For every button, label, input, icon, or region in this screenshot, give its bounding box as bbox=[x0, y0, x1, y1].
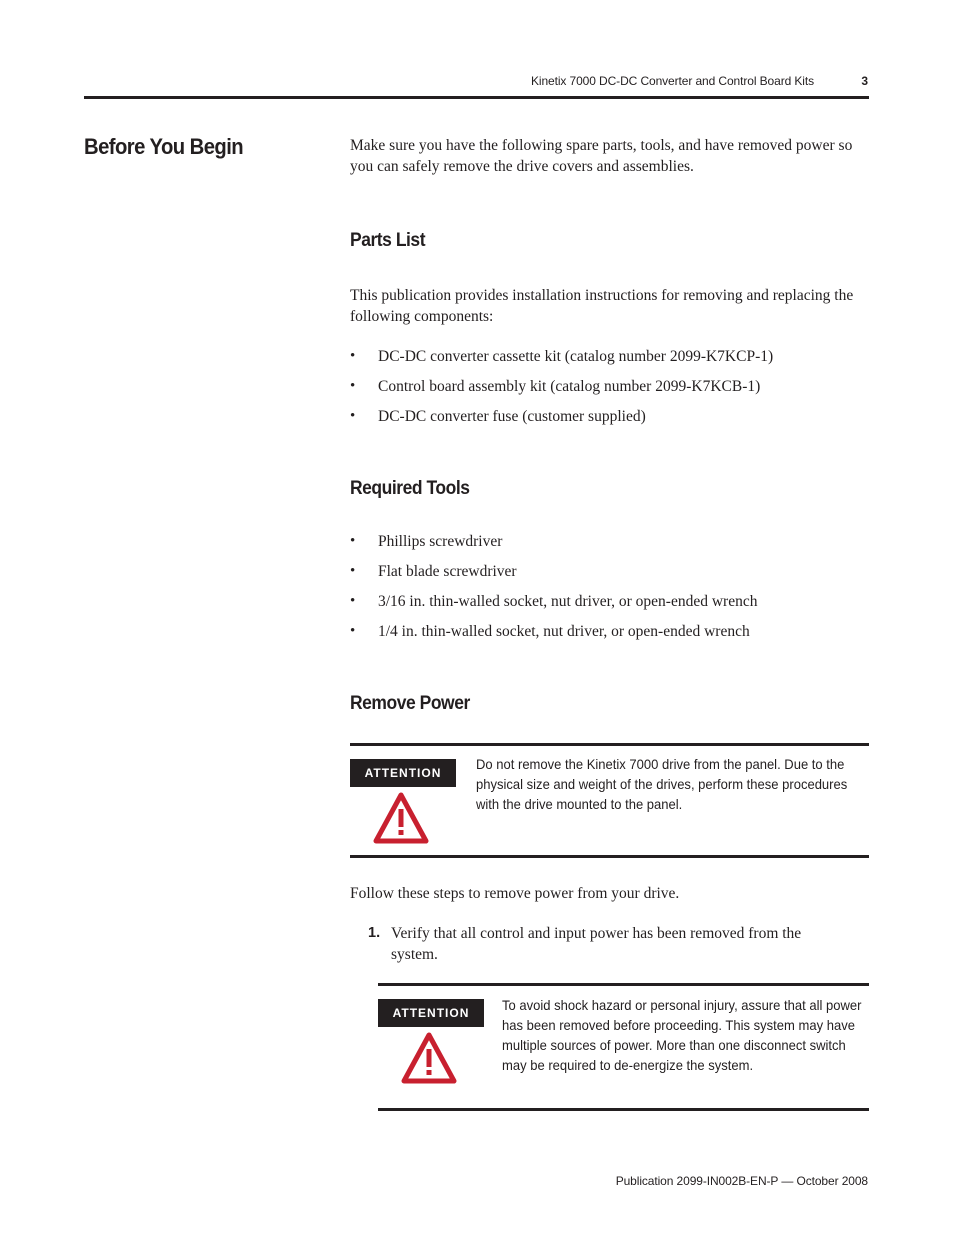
remove-power-heading: Remove Power bbox=[350, 693, 470, 714]
attention-box bbox=[350, 743, 869, 858]
step-number: 1. bbox=[368, 925, 381, 941]
list-item: • Phillips screwdriver bbox=[350, 531, 757, 561]
running-header-title: Kinetix 7000 DC-DC Converter and Control Board Kits bbox=[530, 74, 814, 88]
list-item: • 3/16 in. thin-walled socket, nut driver, or open-ended wrench bbox=[350, 591, 757, 621]
attention-label: ATTENTION bbox=[378, 999, 484, 1027]
step-text: Verify that all control and input power has been removed from the system. bbox=[391, 925, 802, 963]
required-tools-list bbox=[350, 531, 757, 651]
attention-box bbox=[378, 983, 869, 1111]
attention-label: ATTENTION bbox=[350, 759, 456, 787]
warning-triangle-icon bbox=[373, 792, 429, 844]
remove-power-intro: Follow these steps to remove power from your drive. bbox=[350, 885, 680, 902]
footer-publication: Publication 2099-IN002B-EN-P — October 2008 bbox=[615, 1174, 868, 1188]
list-item: • Flat blade screwdriver bbox=[350, 561, 757, 591]
warning-triangle-icon bbox=[401, 1032, 457, 1084]
attention-text: Do not remove the Kinetix 7000 drive from the panel. Due to the physical size and weight of the drives, perform these procedures with the drive mounted to the panel. bbox=[476, 756, 848, 812]
page-number: 3 bbox=[861, 74, 868, 88]
required-tools-heading: Required Tools bbox=[350, 478, 470, 499]
header-rule bbox=[84, 96, 869, 99]
list-item: • DC-DC converter cassette kit (catalog number 2099-K7KCP-1) bbox=[350, 346, 773, 376]
list-item: • 1/4 in. thin-walled socket, nut driver, or open-ended wrench bbox=[350, 621, 757, 651]
steps-list bbox=[368, 923, 846, 965]
list-item: • DC-DC converter fuse (customer supplied) bbox=[350, 406, 773, 436]
list-item bbox=[368, 923, 846, 965]
parts-list bbox=[350, 346, 773, 436]
parts-list-heading: Parts List bbox=[350, 230, 426, 251]
section-intro: Make sure you have the following spare parts, tools, and have removed power so you can safely remove the drive covers and assemblies. bbox=[350, 137, 853, 175]
list-item: • Control board assembly kit (catalog number 2099-K7KCB-1) bbox=[350, 376, 773, 406]
attention-text: To avoid shock hazard or personal injury, assure that all power has been removed before proceeding. This system may have multiple sources of power. More than one disconnect switch may be required to de-energize the system. bbox=[502, 997, 862, 1073]
section-heading: Before You Begin bbox=[84, 134, 244, 159]
parts-list-intro: This publication provides installation instructions for removing and replacing the following components: bbox=[350, 287, 854, 325]
